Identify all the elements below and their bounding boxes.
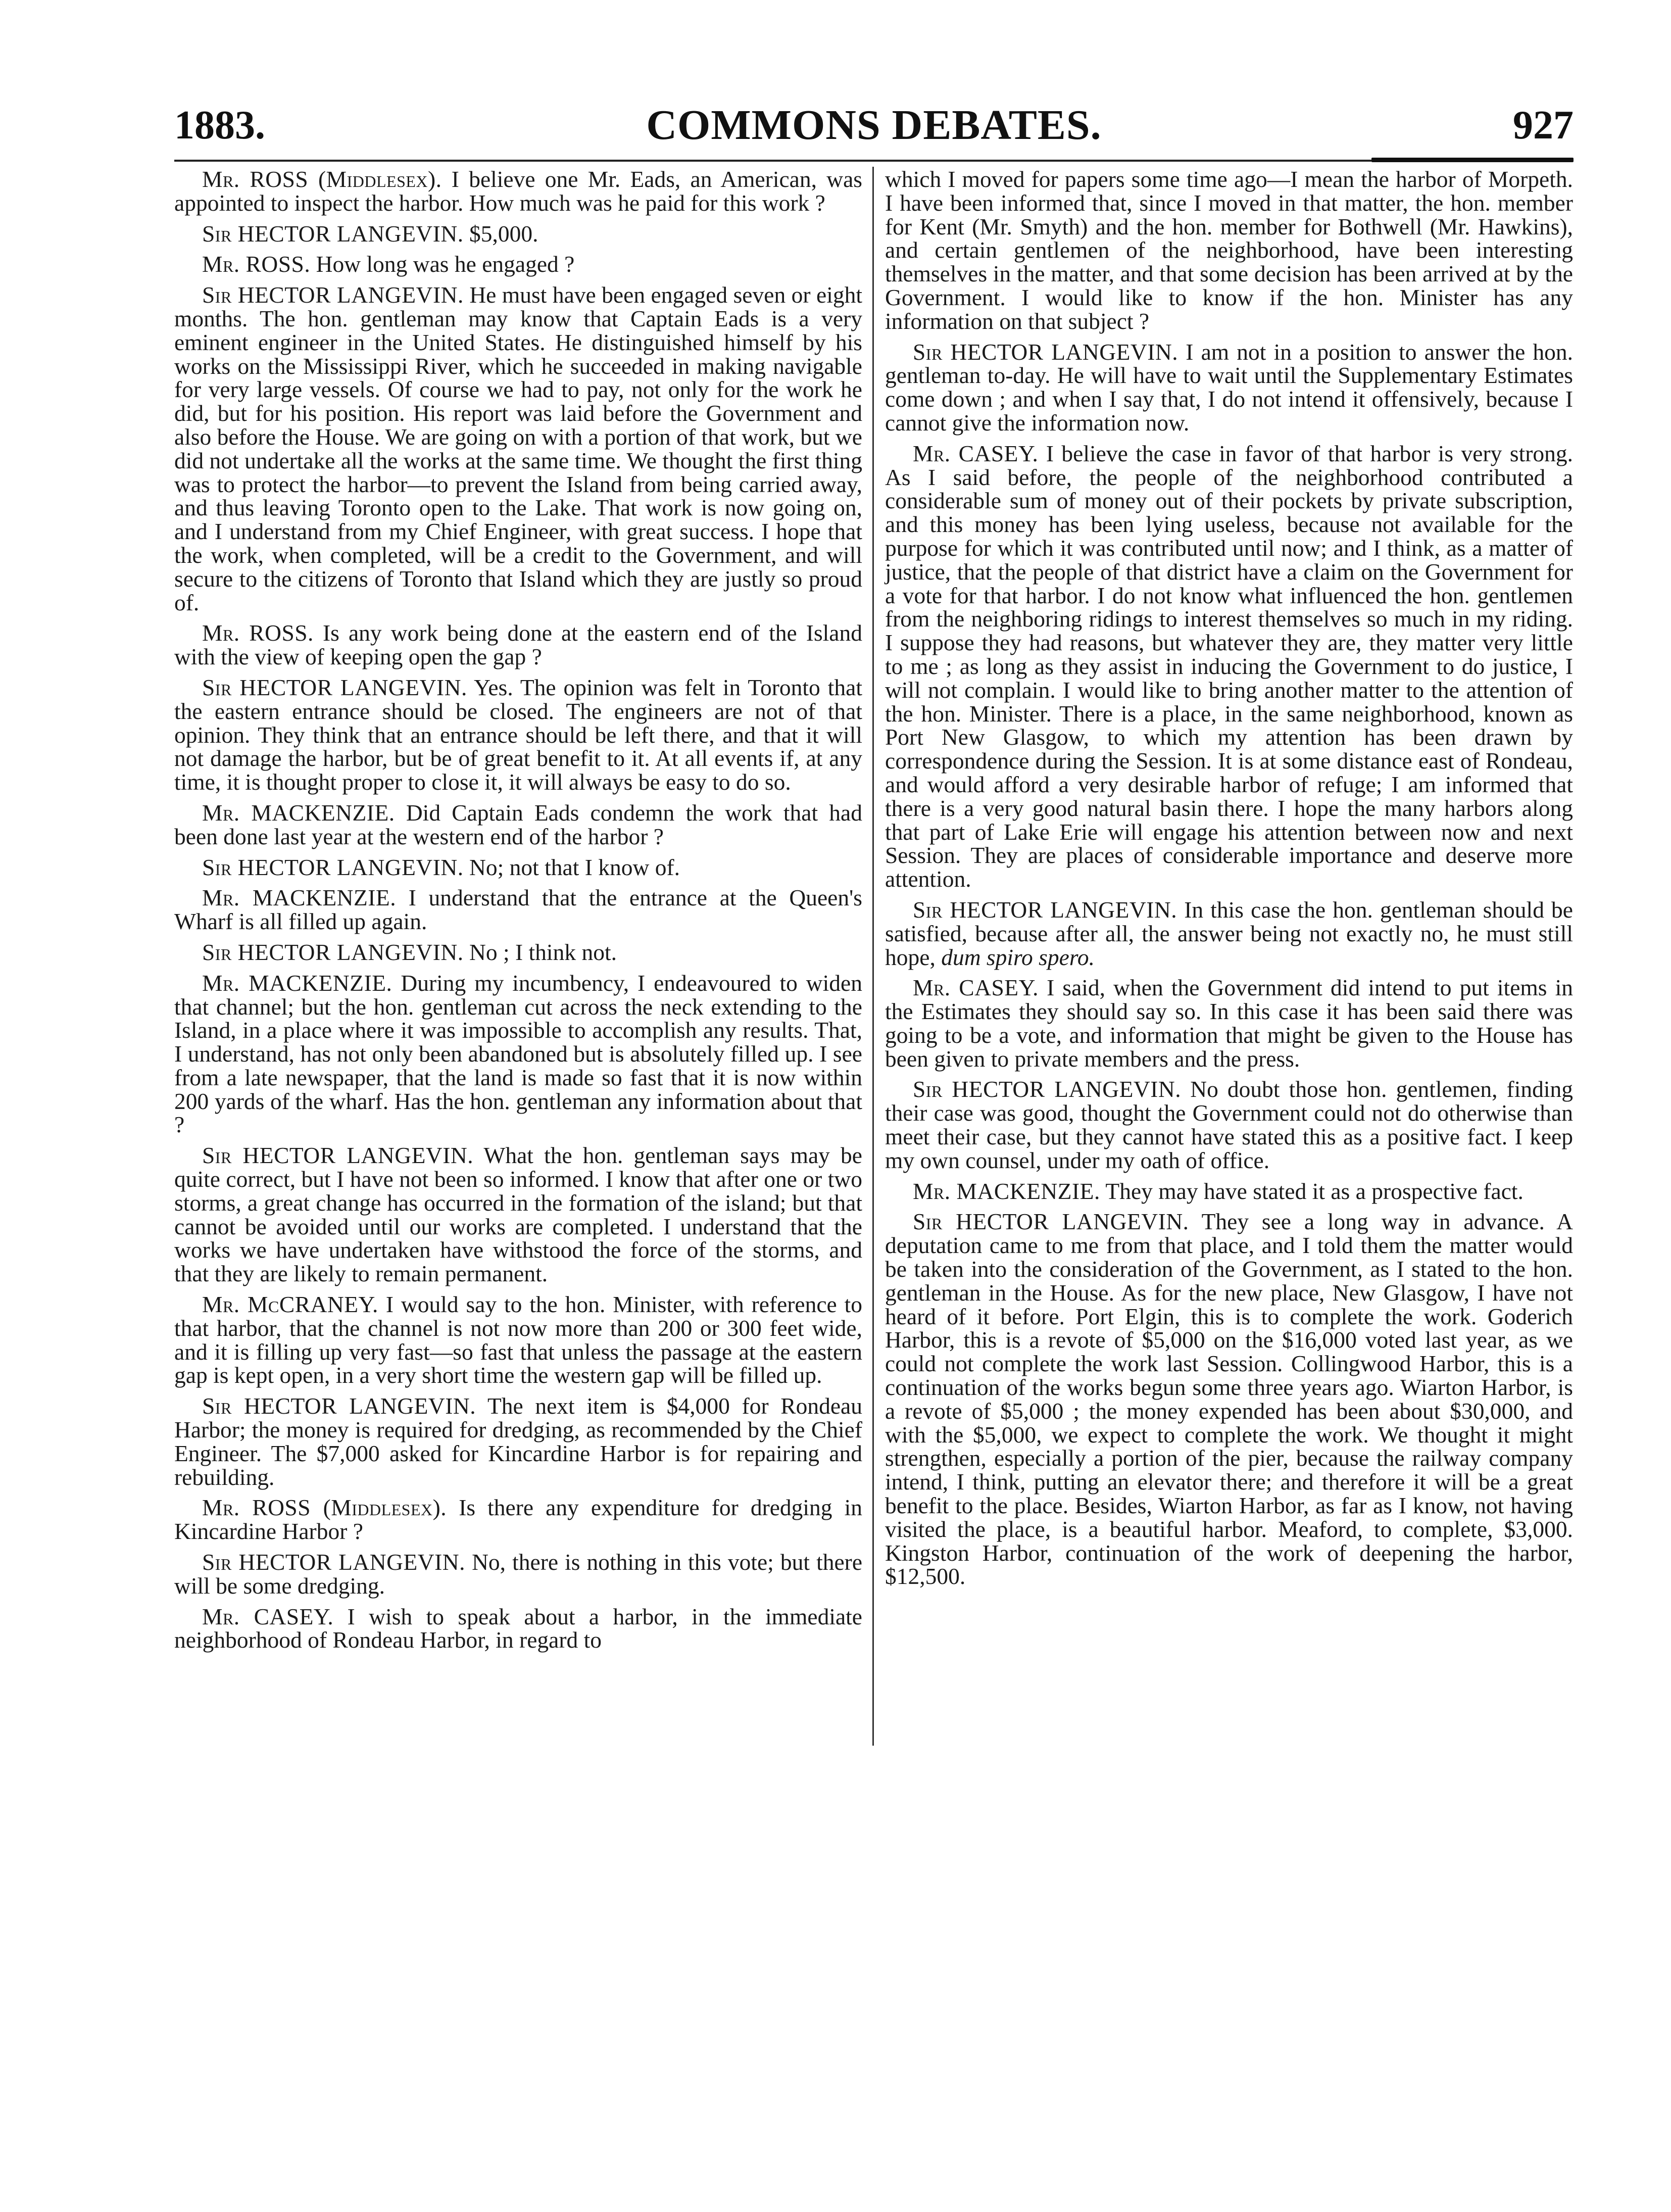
speech-text: Is there any expenditure for dredging in Kincardine Harbor ? <box>174 1495 862 1545</box>
debate-paragraph <box>174 168 862 215</box>
speech-text: I said, when the Government did intend to put items in the Estimates they should say so. In this case it has been said there was going to be a vote, and information that might be given to the House has been given to private members and the press. <box>885 975 1574 1072</box>
header-year: 1883. <box>174 103 265 148</box>
speaker-name: Mr. McCRANEY. <box>202 1291 378 1318</box>
debate-paragraph <box>885 168 1573 333</box>
speech-text: No; not that I know of. <box>469 854 680 880</box>
speaker-name: Sir HECTOR LANGEVIN. <box>913 896 1177 923</box>
right-column <box>885 168 1573 1596</box>
header-title: COMMONS DEBATES. <box>646 102 1102 149</box>
speech-text: In this case the hon. gentleman should be satisfied, because after all, the answer being not exactly no, he must still hope, <box>885 896 1574 970</box>
debate-paragraph <box>174 801 862 849</box>
debate-paragraph <box>174 283 862 614</box>
header-rule <box>174 160 1371 162</box>
debate-paragraph <box>174 941 862 965</box>
debate-paragraph <box>885 341 1573 435</box>
speech-text: I understand that the entrance at the Queen's Wharf is all filled up again. <box>174 885 862 935</box>
header-rule-thick <box>1371 158 1574 162</box>
speaker-name: Mr. CASEY. <box>202 1603 334 1629</box>
speech-text: He must have been engaged seven or eight months. The hon. gentleman may know that Captain Eads is a very eminent engineer in the United States. He distinguished himself by his works on the Mississippi River, which he succeeded in making navigable for very large vessels. Of course we had to pay, not only for the work he did, but for his position. His report was laid before the Government and also before the House. We are going on with a portion of that work, but we did not undertake all the works at the same time. We thought the first thing was to protect the harbor—to prevent the Island from being carried away, and thus leaving Toronto open to the Lake. That work is now going on, and I understand from my Chief Engineer, with great success. I hope that the work, when completed, will be a credit to the Government, and will secure to the citizens of Toronto that Island which they are justly so proud of. <box>174 282 863 615</box>
page-header <box>174 100 1574 151</box>
debate-paragraph <box>885 1078 1573 1172</box>
speaker-name: Mr. ROSS (Middlesex). <box>202 1495 447 1521</box>
debate-paragraph <box>174 1496 862 1544</box>
debate-paragraph <box>885 442 1573 891</box>
debate-paragraph <box>174 886 862 934</box>
speech-text: Yes. The opinion was felt in Toronto that the eastern entrance should be closed. The engineers are not of that opinion. They think that an entrance should be left there, and that it will not damage the harbor, but be of great benefit to it. At all events if, at any time, it is thought proper to close it, it will always be easy to do so. <box>174 674 862 795</box>
debate-paragraph <box>174 676 862 794</box>
speech-text: I believe the case in favor of that harbor is very strong. As I said before, the people of the neighborhood contributed a considerable sum of money out of their pockets by private subscription, and this money has been lying useless, because not available for the purpose for which it was contributed until now; and I think, as a matter of justice, that the people of that district have a claim on the Government for a vote for that harbor. I do not know what influenced the hon. gentlemen from the neighboring ridings to interest themselves so much in my riding. I suppose they had reasons, but whatever they are, they matter very little to me ; as long as they assist in inducing the Government to do justice, I will not complain. I would like to bring another matter to the attention of the hon. Minister. There is a place, in the same neighborhood, known as Port New Glasgow, to which my attention has been drawn by correspondence during the Session. It is at some distance east of Rondeau, and would afford a very desirable harbor of refuge; I am informed that there is a very good natural basin there. I hope the many harbors along that part of Lake Erie will engage his attention between now and next Session. They are places of considerable importance and deserve more attention. <box>885 440 1573 892</box>
speaker-name: Sir HECTOR LANGEVIN. <box>202 1142 474 1169</box>
speech-text: I believe one Mr. Eads, an American, was appointed to inspect the harbor. How much was he paid for this work ? <box>174 166 862 216</box>
speaker-name: Mr. ROSS. <box>202 251 311 277</box>
speech-text: What the hon. gentleman says may be quite correct, but I have not been so informed. I know that after one or two storms, a great change has occurred in the formation of the island; but that cannot be avoided until our works are completed. I understand that the works we have undertaken have withstood the force of the storms, and that they are likely to remain permanent. <box>174 1142 862 1287</box>
speech-text: I would say to the hon. Minister, with reference to that harbor, that the channel is not now more than 200 or 300 feet wide, and it is filling up very fast—so fast that unless the passage at the eastern gap is kept open, in a very short time the western gap will be filled up. <box>174 1291 863 1388</box>
speaker-name: Sir HECTOR LANGEVIN. <box>913 1209 1189 1235</box>
speaker-name: Mr. MACKENZIE. <box>202 799 395 826</box>
speaker-name: Mr. ROSS. <box>202 620 314 646</box>
speaker-name: Sir HECTOR LANGEVIN. <box>202 220 464 247</box>
speech-text: No ; I think not. <box>469 939 617 965</box>
speech-text: Did Captain Eads condemn the work that had been done last year at the western end of the harbor ? <box>174 799 862 849</box>
debate-paragraph <box>885 976 1573 1071</box>
speech-text: They see a long way in advance. A deputation came to me from that place, and I told them the matter would be taken into the consideration of the Government, as I stated to the hon. gentleman in the House. As for the new place, New Glasgow, I have not heard of it before. Port Elgin, this is to complete the work. Goderich Harbor, this is a revote of $5,000 on the $16,000 voted last year, as we could not complete the work last Session. Collingwood Harbor, this is a continuation of the works begun some three years ago. Wiarton Harbor, is a revote of $5,000 ; the money expended has been about $30,000, and with the $5,000, we expect to complete the work. We thought it might strengthen, especially a portion of the pier, because the railway company intend, I think, putting an elevator there; and therefore it will be a great benefit to the place. Besides, Wiarton Harbor, as far as I know, not having visited the place, is a beautiful harbor. Meaford, to complete, $3,000. Kingston Harbor, continuation of the work of deepening the harbor, $12,500. <box>885 1209 1574 1590</box>
speaker-name: Mr. CASEY. <box>913 975 1039 1001</box>
debate-paragraph <box>174 253 862 276</box>
debate-paragraph <box>885 1210 1573 1589</box>
speaker-name: Mr. MACKENZIE. <box>202 885 397 911</box>
debate-paragraph <box>174 1605 862 1653</box>
speaker-name: Sir HECTOR LANGEVIN. <box>202 282 464 308</box>
left-column <box>174 168 862 1659</box>
speech-text: How long was he engaged ? <box>316 251 575 277</box>
speaker-name: Sir HECTOR LANGEVIN. <box>202 854 464 880</box>
debate-paragraph <box>174 972 862 1137</box>
latin-phrase: dum spiro spero. <box>941 944 1095 970</box>
debate-paragraph <box>174 1293 862 1387</box>
column-divider <box>872 167 874 1746</box>
debate-paragraph <box>174 621 862 669</box>
debate-paragraph <box>174 1551 862 1598</box>
speaker-name: Sir HECTOR LANGEVIN. <box>913 339 1178 365</box>
speech-text: No, there is nothing in this vote; but there will be some dredging. <box>174 1549 863 1599</box>
speech-text: $5,000. <box>469 220 538 247</box>
speaker-name: Sir HECTOR LANGEVIN. <box>202 1549 466 1575</box>
debate-paragraph <box>174 856 862 880</box>
debate-paragraph <box>885 1180 1573 1204</box>
speaker-name: Sir HECTOR LANGEVIN. <box>913 1076 1182 1102</box>
speaker-name: Mr. MACKENZIE. <box>202 970 392 996</box>
speech-text: During my incumbency, I endeavoured to widen that channel; but the hon. gentleman cut across the neck extending to the Island, in a place where it was impossible to accomplish any results. That, I understand, has not only been abandoned but is absolutely filled up. I see from a late newspaper, that the land is made so fast that it is now within 200 yards of the wharf. Has the hon. gentleman any information about that ? <box>174 970 862 1138</box>
speech-text: No doubt those hon. gentlemen, finding their case was good, thought the Government could not do otherwise than meet their case, but they cannot have stated this as a positive fact. I keep my own counsel, under my oath of office. <box>885 1076 1573 1173</box>
speaker-name: Sir HECTOR LANGEVIN. <box>202 939 464 965</box>
header-page-number: 927 <box>1513 103 1574 148</box>
speaker-name: Sir HECTOR LANGEVIN. <box>202 674 467 700</box>
debate-paragraph <box>174 1394 862 1489</box>
speech-text: I wish to speak about a harbor, in the immediate neighborhood of Rondeau Harbor, in regard to <box>174 1603 863 1653</box>
speech-text: The next item is $4,000 for Rondeau Harbor; the money is required for dredging, as recommended by the Chief Engineer. The $7,000 asked for Kincardine Harbor is for repairing and rebuilding. <box>174 1393 862 1490</box>
speech-text: They may have stated it as a prospective fact. <box>1105 1178 1523 1204</box>
speaker-name: Mr. CASEY. <box>913 440 1039 466</box>
speech-text: Is any work being done at the eastern end of the Island with the view of keeping open the gap ? <box>174 620 863 670</box>
debate-paragraph <box>174 222 862 246</box>
speech-text: which I moved for papers some time ago—I mean the harbor of Morpeth. I have been informed that, since I moved in that matter, the hon. member for Kent (Mr. Smyth) and the hon. member for Bothwell (Mr. Hawkins), and certain gentlemen of the neighborhood, have been interesting themselves in the matter, and that some decision has been arrived at by the Government. I would like to know if the hon. Minister has any information on that subject ? <box>885 166 1573 334</box>
speaker-name: Mr. MACKENZIE. <box>913 1178 1100 1204</box>
debate-paragraph <box>174 1144 862 1286</box>
speech-text: I am not in a position to answer the hon. gentleman to-day. He will have to wait until the Supplementary Estimates come down ; and when I say that, I do not intend it offensively, because I cannot give the information now. <box>885 339 1574 436</box>
debate-paragraph <box>885 898 1573 969</box>
speaker-name: Sir HECTOR LANGEVIN. <box>202 1393 476 1419</box>
speaker-name: Mr. ROSS (Middlesex). <box>202 166 442 192</box>
